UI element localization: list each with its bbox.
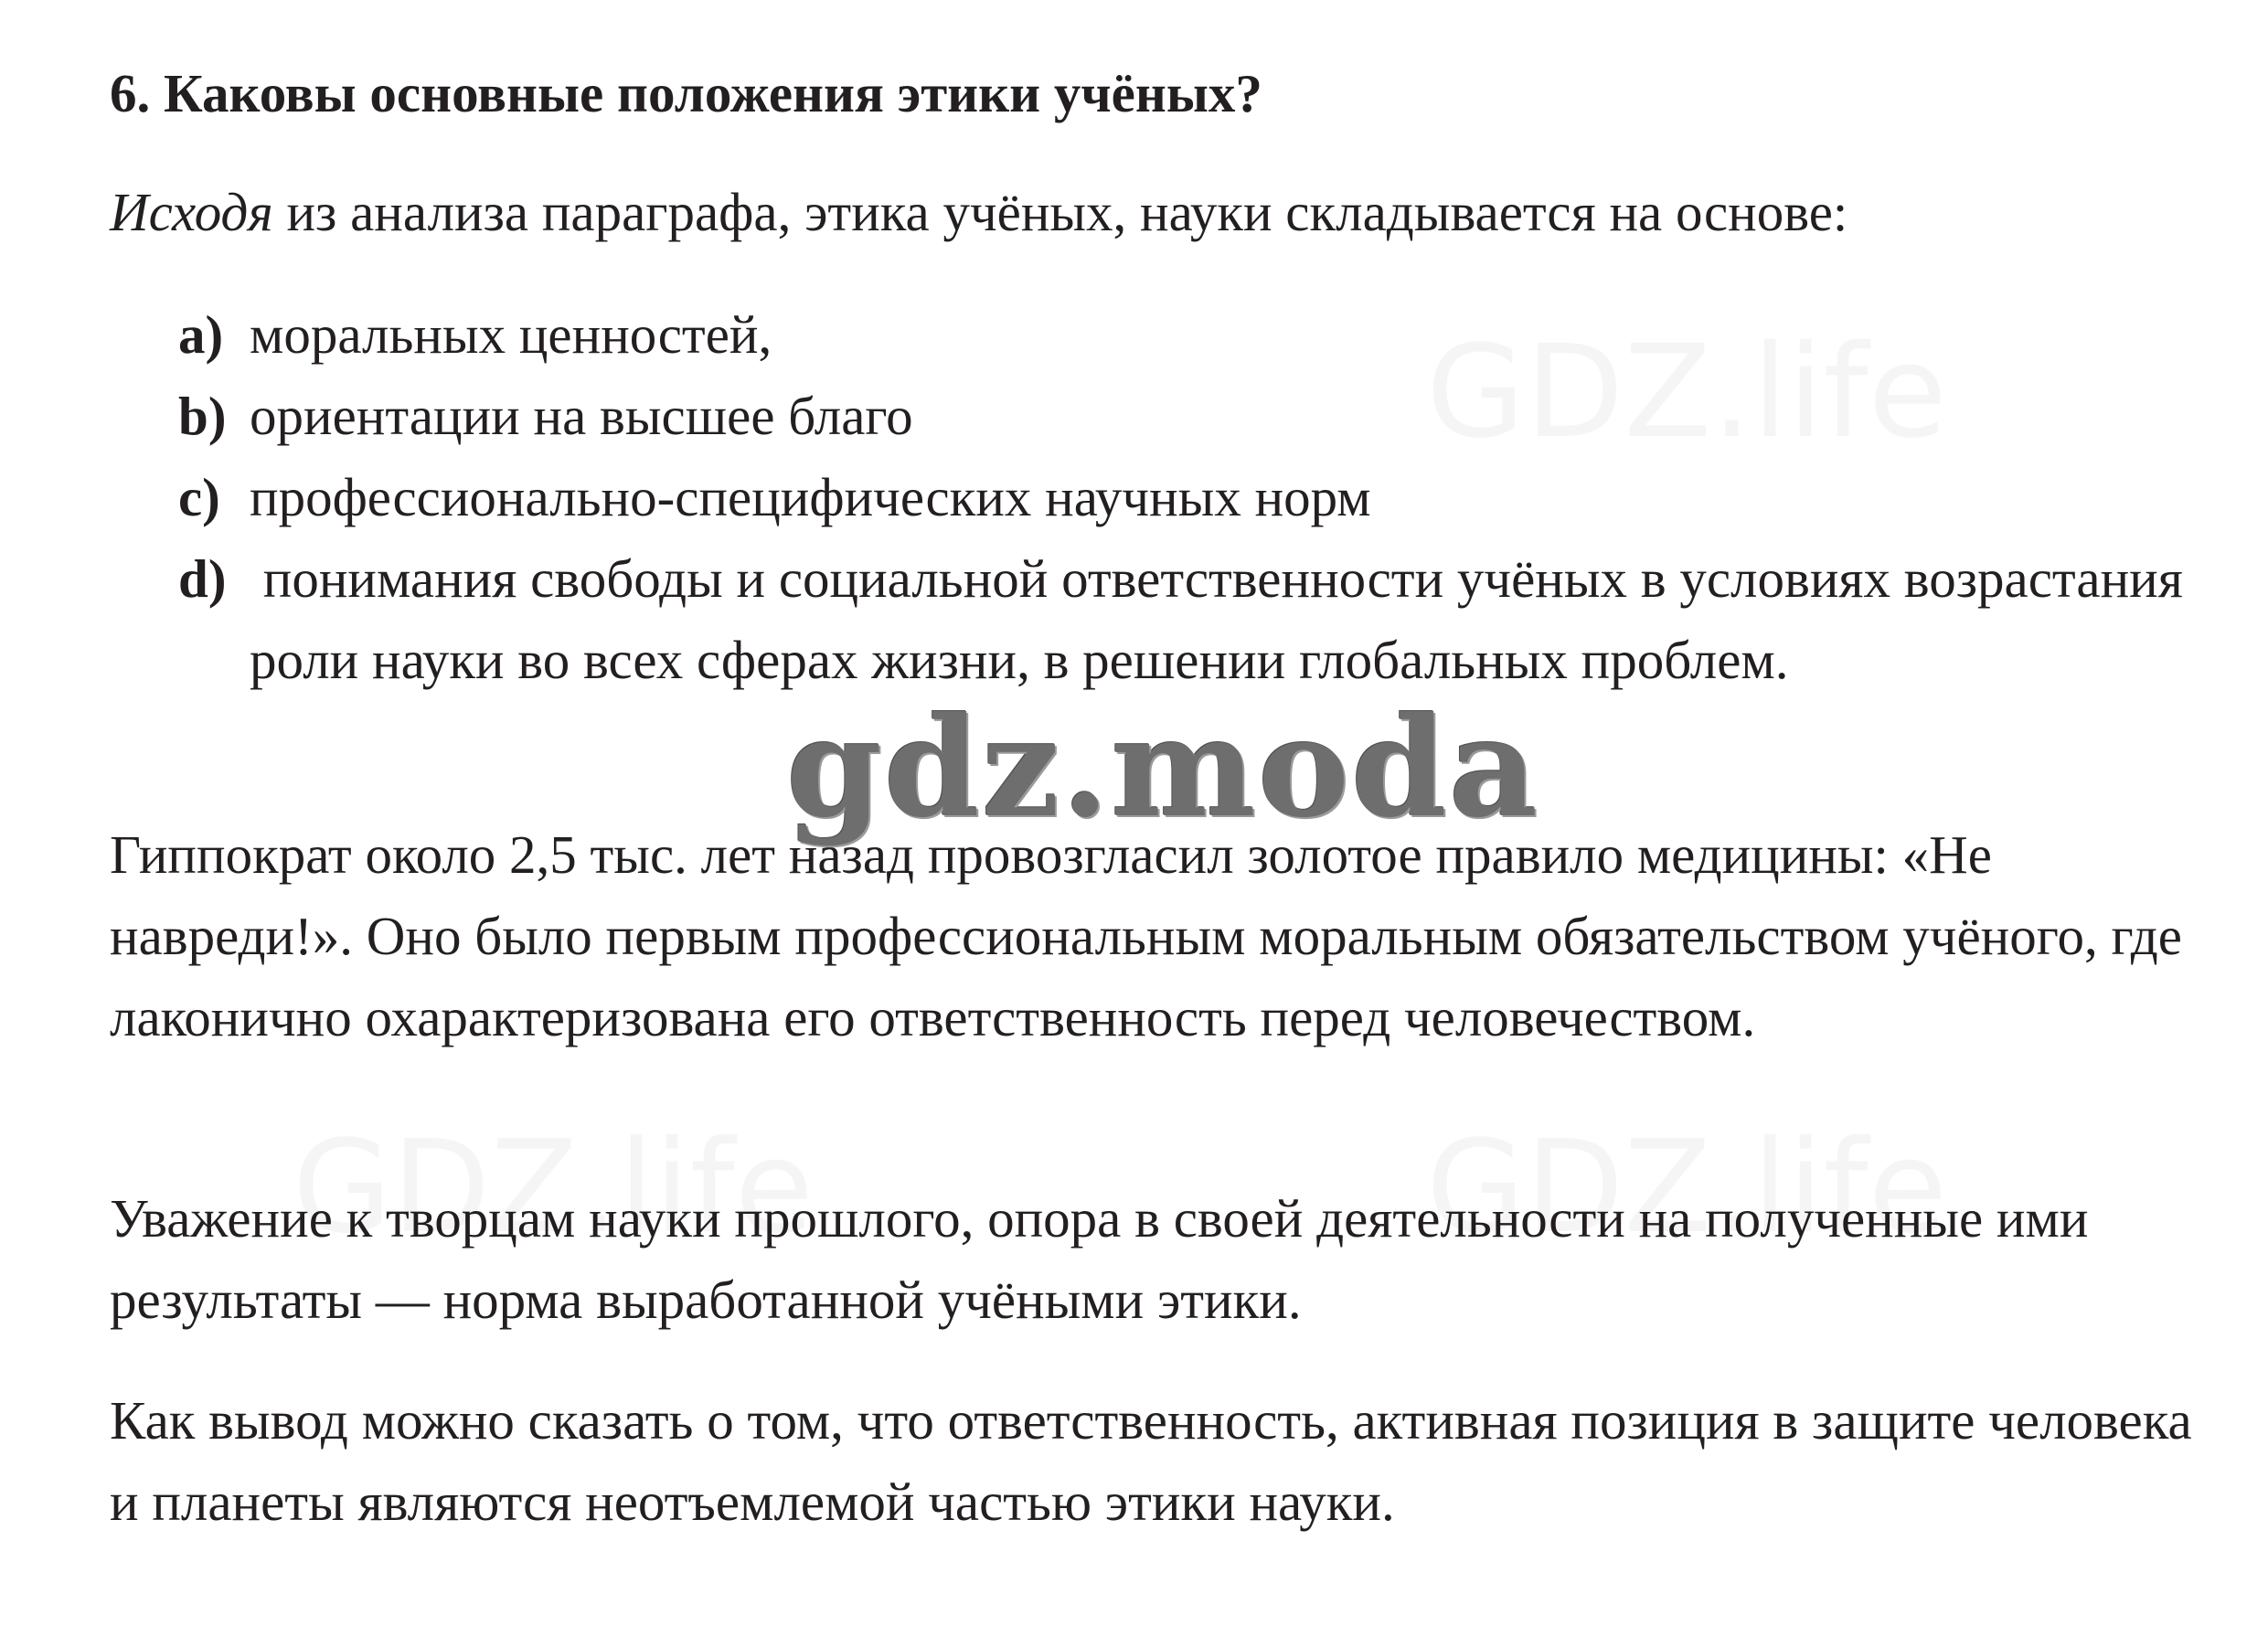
hippocrates-paragraph: Гиппократ около 2,5 тыс. лет назад провозгласил золотое правило медицины: «Не навреди!». Оно было первым профессиональным моральным обязательством учёного, где лаконично охарактеризована его ответственность перед человечеством. [110,824,2182,1047]
question-title: 6. Каковы основные положения этики учёных? [110,63,1262,123]
list-item-text: профессионально-специфических научных норм [250,467,1371,527]
list-marker: b) [178,386,227,446]
list-marker: d) [178,548,227,609]
list-item [178,538,2197,701]
site-watermark: gdz.moda [786,687,1540,848]
list-item [178,457,2189,538]
conclusion-paragraph: Как вывод можно сказать о том, что ответственность, активная позиция в защите человека и планеты являются неотъемлемой частью этики науки. [110,1390,2192,1532]
list-item-text: понимания свободы и социальной ответственности учёных в условиях возрастания роли науки во всех сферах жизни, в решении глобальных проблем. [250,548,2197,690]
intro-text: из анализа параграфа, этика учёных, науки складывается на основе: [272,182,1848,242]
list-item-text: ориентации на высшее благо [250,386,913,446]
faint-watermark [293,1124,814,1252]
faint-watermark [1426,1124,1947,1252]
list-marker: c) [178,467,220,527]
list-marker: a) [178,304,224,365]
respect-paragraph: Уважение к творцам науки прошлого, опора в своей деятельности на полученные ими результаты — норма выработанной учёными этики. [110,1188,2089,1330]
intro-paragraph [110,175,1847,249]
intro-italic-word: Исходя [110,182,273,242]
faint-watermark [1426,329,1947,457]
list-item-text: моральных ценностей, [250,304,772,365]
